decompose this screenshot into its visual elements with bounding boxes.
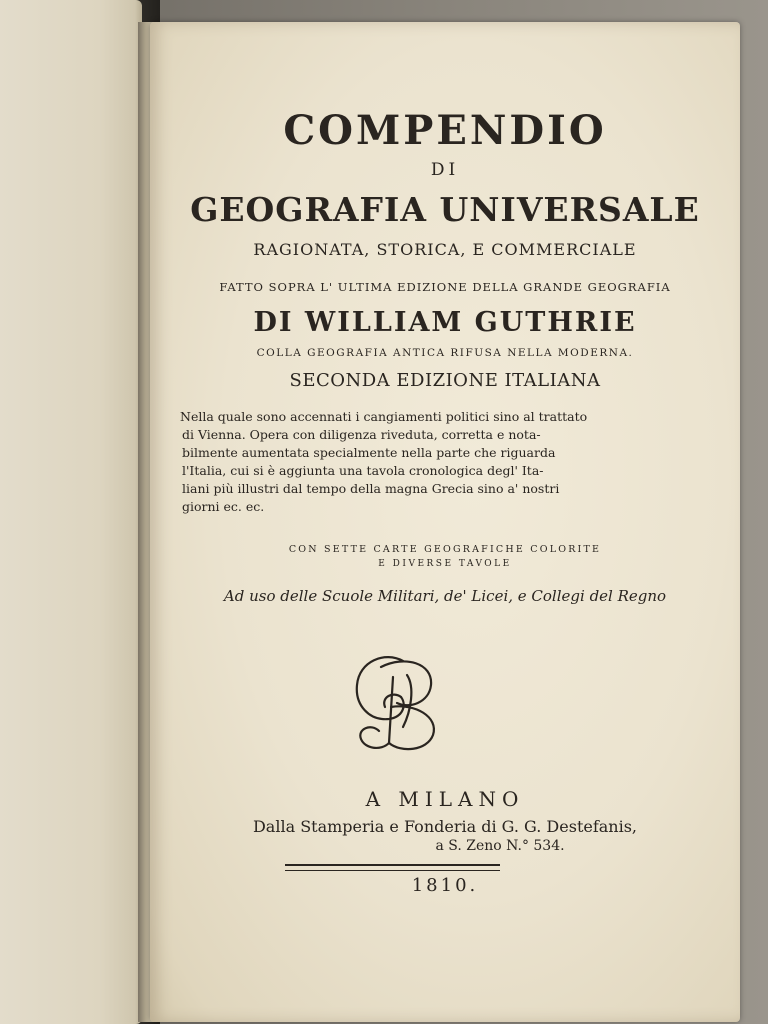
description-line: liani più illustri dal tempo della magna Grecia sino a' nostri: [182, 481, 560, 496]
fatto-line: FATTO SOPRA L' ULTIMA EDIZIONE DELLA GRANDE GEOGRAFIA: [219, 280, 671, 294]
colla-line: COLLA GEOGRAFIA ANTICA RIFUSA NELLA MODERNA.: [256, 347, 634, 359]
double-rule: [285, 864, 500, 871]
edition-line: SECONDA EDIZIONE ITALIANA: [289, 370, 601, 391]
left-page: [0, 0, 142, 1024]
description-line: bilmente aumentata specialmente nella parte che riguarda: [182, 445, 556, 460]
author-line: DI WILLIAM GUTHRIE: [253, 307, 637, 338]
year-line: 1810.: [411, 875, 479, 896]
maps-line: CON SETTE CARTE GEOGRAFICHE COLORITE: [288, 544, 602, 555]
address-line: a S. Zeno N.° 534.: [435, 838, 565, 854]
title-di: DI: [430, 160, 460, 180]
description-line: giorni ec. ec.: [182, 499, 265, 514]
title-sub: GEOGRAFIA UNIVERSALE: [190, 190, 700, 229]
description-line: Nella quale sono accennati i cangiamenti politici sino al trattato: [180, 409, 588, 424]
usage-line: Ad uso delle Scuole Militari, de' Licei, e Collegi del Regno: [223, 587, 667, 605]
tables-line: E DIVERSE TAVOLE: [378, 559, 512, 569]
ornamental-monogram-icon: [345, 647, 445, 757]
description-line: l'Italia, cui si è aggiunta una tavola cronologica degl' Ita-: [182, 463, 544, 478]
printer-line: Dalla Stamperia e Fonderia di G. G. Destefanis,: [252, 817, 638, 836]
title-main: COMPENDIO: [283, 107, 607, 154]
description-paragraph: [180, 408, 625, 516]
title-page: [150, 22, 740, 1022]
subtitle: RAGIONATA, STORICA, E COMMERCIALE: [253, 240, 637, 259]
description-line: di Vienna. Opera con diligenza riveduta, corretta e nota-: [182, 427, 541, 442]
place-line: A MILANO: [365, 787, 525, 811]
